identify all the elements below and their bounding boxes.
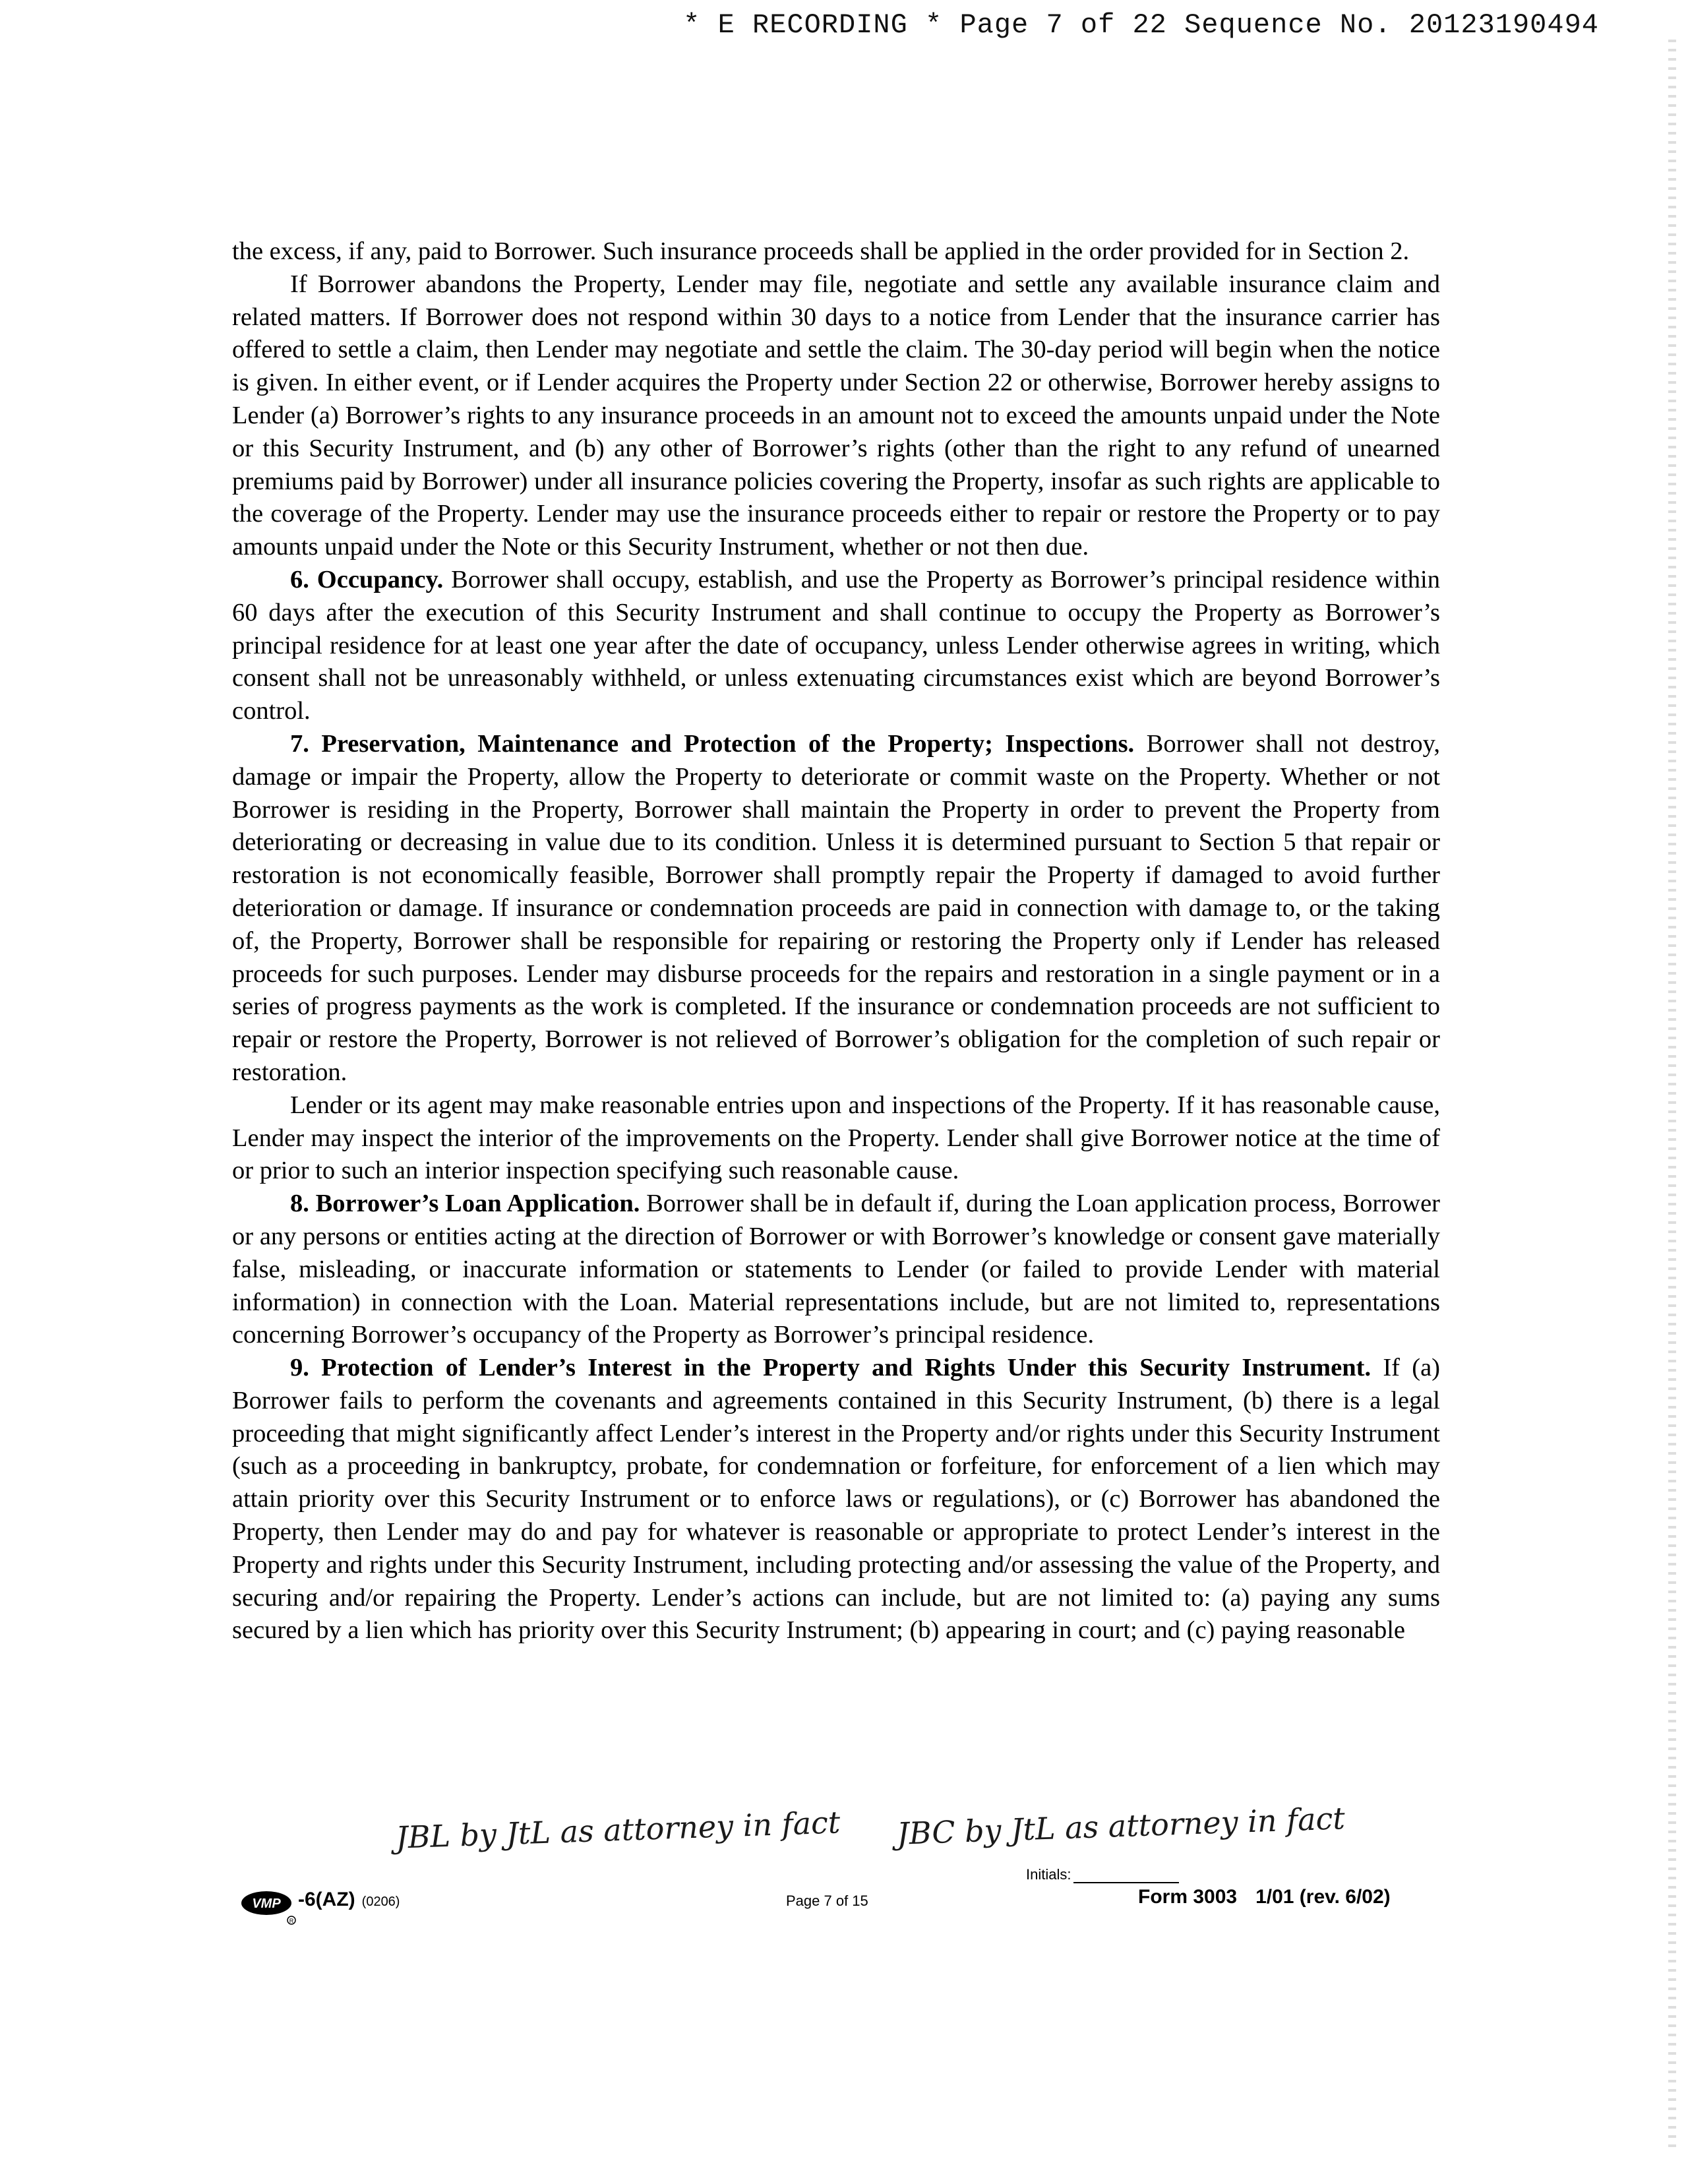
paragraph-abandonment: If Borrower abandons the Property, Lender may file, negotiate and settle any available insurance claim and related matters. If Borrower does not respond within 30 days to a notice from Lender that the insurance carrier has offered to settle a claim, then Lender may negotiate and settle the claim. The 30-day period will begin when the notice is given. In either event, or if Lender acquires the Property under Section 22 or otherwise, Borrower hereby assigns to Lender (a) Borrower’s rights to any insurance proceeds in an amount not to exceed the amounts unpaid under the Note or this Security Instrument, and (b) any other of Borrower’s rights (other than the right to any refund of unearned premiums paid by Borrower) under all insurance policies covering the Property, insofar as such rights are applicable to the coverage of the Property. Lender may use the insurance proceeds either to repair or restore the Property or to pay amounts unpaid under the Note or this Security Instrument, whether or not then due. <box>232 270 1440 561</box>
section-7-text: Borrower shall not destroy, damage or impair the Property, allow the Property to deteriorate or commit waste on the Property. Whether or not Borrower is residing in the Property, Borrower shall maintain the Property in order to prevent the Property from deteriorating or decreasing in value due to its condition. Unless it is determined pursuant to Section 5 that repair or restoration is not economically feasible, Borrower shall promptly repair the Property if damaged to avoid further deterioration or damage. If insurance or condemnation proceeds are paid in connection with damage to, or the taking of, the Property, Borrower shall be responsible for repairing or restoring the Property only if Lender has released proceeds for such purposes. Lender may disburse proceeds for the repairs and restoration in a single payment or in a series of progress payments as the work is completed. If the insurance or condemnation proceeds are not sufficient to repair or restore the Property, Borrower is not relieved of Borrower’s obligation for the completion of such repair or restoration. <box>232 729 1440 1086</box>
form-code: -6(AZ) <box>298 1889 355 1910</box>
paragraph-continuation: the excess, if any, paid to Borrower. Such insurance proceeds shall be applied in the order provided for in Section 2. <box>232 237 1410 265</box>
form-revision: 1/01 (rev. 6/02) <box>1255 1886 1391 1908</box>
initials-label: Initials: <box>1026 1866 1071 1883</box>
section-9-text: If (a) Borrower fails to perform the covenants and agreements contained in this Security Instrument, (b) there is a legal proceeding that might significantly affect Lender’s interest in the Property and/or rights under this Security Instrument (such as a proceeding in bankruptcy, probate, for condemnation or forfeiture, for enforcement of a lien which may attain priority over this Security Instrument or to enforce laws or regulations), or (c) Borrower has abandoned the Property, then Lender may do and pay for whatever is reasonable or appropriate to protect Lender’s interest in the Property and rights under this Security Instrument, including protecting and/or assessing the value of the Property, and securing and/or repairing the Property. Lender’s actions can include, but are not limited to: (a) paying any sums secured by a lien which has priority over this Security Instrument; (b) appearing in court; and (c) paying reasonable <box>232 1354 1440 1645</box>
section-8-loan-application <box>232 1188 1440 1352</box>
initials-field <box>1026 1866 1179 1883</box>
section-6-heading: 6. Occupancy. <box>290 565 444 593</box>
footer-form-code <box>298 1889 400 1911</box>
handwritten-initials <box>395 1800 1346 1873</box>
document-body <box>232 235 1440 1647</box>
logo-text: VMP <box>252 1896 281 1911</box>
section-6-text: Borrower shall occupy, establish, and use the Property as Borrower’s principal residence within 60 days after the execution of this Security Instrument and shall continue to occupy the Property as Borrower’s principal residence for at least one year after the date of occupancy, unless Lender otherwise agrees in writing, which consent shall not be unreasonably withheld, or unless extenuating circumstances exist which are beyond Borrower’s control. <box>232 565 1440 725</box>
recording-header: * E RECORDING * Page 7 of 22 Sequence No. 20123190494 <box>683 9 1599 41</box>
handwritten-signature-1: JBL by JtL as attorney in fact <box>395 1804 841 1856</box>
section-7-preservation <box>232 728 1440 1089</box>
initials-line <box>1073 1869 1179 1883</box>
paragraph-inspections: Lender or its agent may make reasonable entries upon and inspections of the Property. If it has reasonable cause, Lender may inspect the interior of the improvements on the Property. Lender shall give Borrower notice at the time of or prior to such an interior inspection specifying such reasonable cause. <box>232 1091 1440 1185</box>
section-6-occupancy <box>232 564 1440 728</box>
handwritten-signature-2: JBC by JtL as attorney in fact <box>896 1800 1346 1852</box>
section-7-heading: 7. Preservation, Maintenance and Protection of the Property; Inspections. <box>290 729 1135 758</box>
footer-page-number: Page 7 of 15 <box>786 1893 868 1909</box>
vmp-logo-icon <box>239 1887 298 1927</box>
section-8-heading: 8. Borrower’s Loan Application. <box>290 1190 640 1218</box>
footer-form-number <box>1138 1886 1391 1908</box>
section-8-text: Borrower shall be in default if, during the Loan application process, Borrower or any persons or entities acting at the direction of Borrower or with Borrower’s knowledge or consent gave materially false, misleading, or inaccurate information or statements to Lender (or failed to provide Lender with material information) in connection with the Loan. Material representations include, but are not limited to, representations concerning Borrower’s occupancy of the Property as Borrower’s principal residence. <box>232 1190 1440 1349</box>
scan-edge-marks <box>1668 40 1676 2150</box>
form-code-date: (0206) <box>361 1895 400 1909</box>
form-number: Form 3003 <box>1138 1886 1238 1908</box>
section-9-heading: 9. Protection of Lender’s Interest in the Property and Rights Under this Security Instrument. <box>290 1354 1372 1382</box>
section-9-protection <box>232 1352 1440 1647</box>
svg-text:R: R <box>289 1918 294 1924</box>
